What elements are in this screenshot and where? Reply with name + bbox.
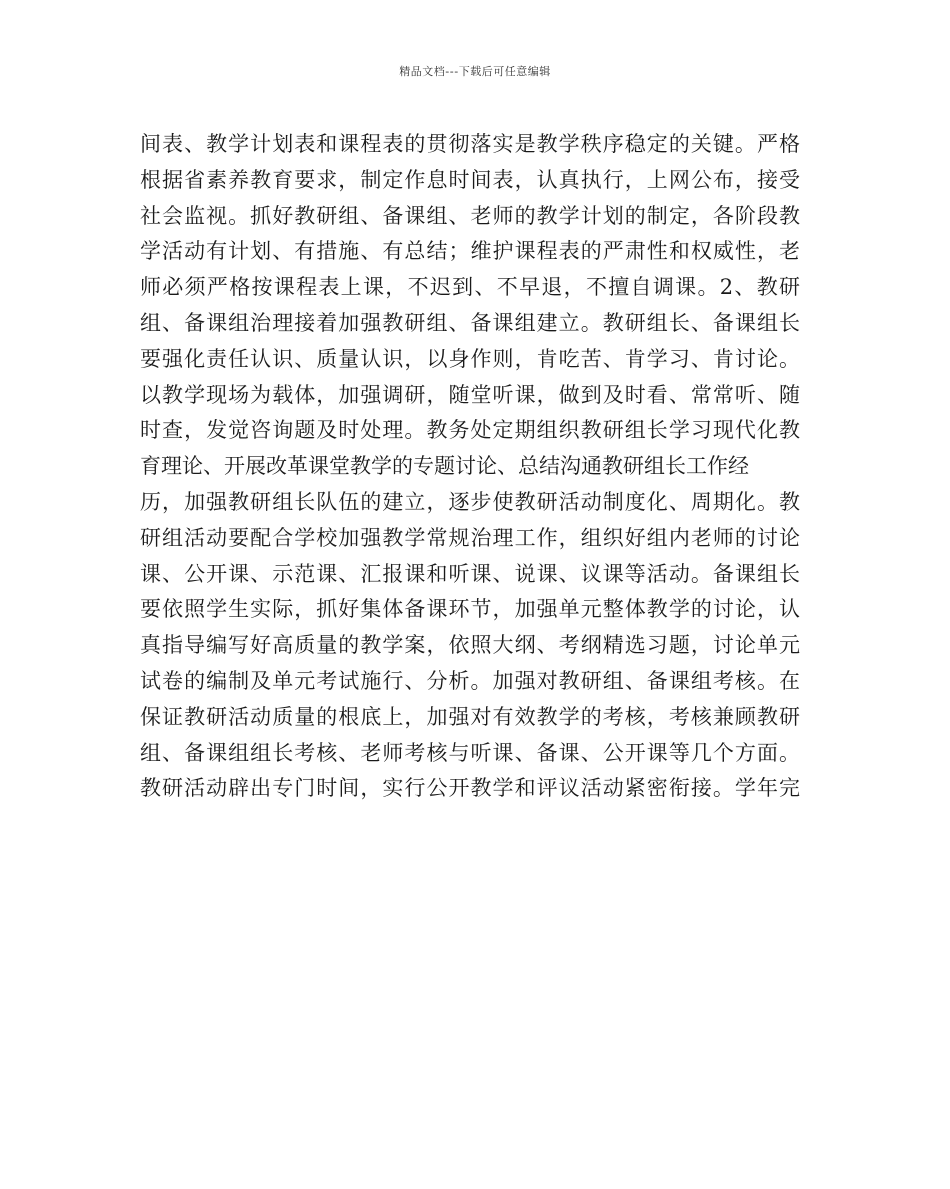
text-line: 教研活动辟出专门时间，实行公开教学和评议活动紧密衔接。学年完: [140, 776, 800, 801]
text-line: 要强化责任认识、质量认识，以身作则，肯吃苦、肯学习、肯讨论。: [140, 346, 800, 371]
text-line: 组、备课组治理接着加强教研组、备课组建立。教研组长、备课组长: [140, 310, 800, 335]
text-line: 根据省素养教育要求，制定作息时间表，认真执行，上网公布，接受: [140, 167, 800, 192]
text-line: 师必须严格按课程表上课，不迟到、不早退，不擅自调课。2、教研: [140, 275, 800, 300]
text-line: 育理论、开展改革课堂教学的专题讨论、总结沟通教研组长工作经: [140, 454, 749, 479]
text-line: 试卷的编制及单元考试施行、分析。加强对教研组、备课组考核。在: [140, 668, 800, 693]
text-line: 课、公开课、示范课、汇报课和听课、说课、议课等活动。备课组长: [140, 561, 800, 586]
text-line: 保证教研活动质量的根底上，加强对有效教学的考核，考核兼顾教研: [140, 704, 800, 729]
text-line: 历，加强教研组长队伍的建立，逐步使教研活动制度化、周期化。教: [140, 489, 800, 514]
page-header: 精品文档---下载后可任意编辑: [399, 65, 551, 78]
text-line: 研组活动要配合学校加强教学常规治理工作，组织好组内老师的讨论: [140, 525, 800, 550]
text-line: 学活动有计划、有措施、有总结；维护课程表的严肃性和权威性，老: [140, 239, 800, 264]
text-line: 组、备课组组长考核、老师考核与听课、备课、公开课等几个方面。: [140, 740, 800, 765]
text-line: 间表、教学计划表和课程表的贯彻落实是教学秩序稳定的关键。严格: [140, 132, 800, 156]
body-text: [140, 127, 800, 807]
text-line: 真指导编写好高质量的教学案，依照大纲、考纲精选习题，讨论单元: [140, 633, 800, 658]
text-line: 社会监视。抓好教研组、备课组、老师的教学计划的制定，各阶段教: [140, 203, 800, 228]
text-line: 以教学现场为载体，加强调研，随堂听课，做到及时看、常常听、随: [140, 382, 800, 407]
text-line: 要依照学生实际，抓好集体备课环节，加强单元整体教学的讨论，认: [140, 597, 800, 622]
text-line: 时查，发觉咨询题及时处理。教务处定期组织教研组长学习现代化教: [140, 418, 800, 443]
